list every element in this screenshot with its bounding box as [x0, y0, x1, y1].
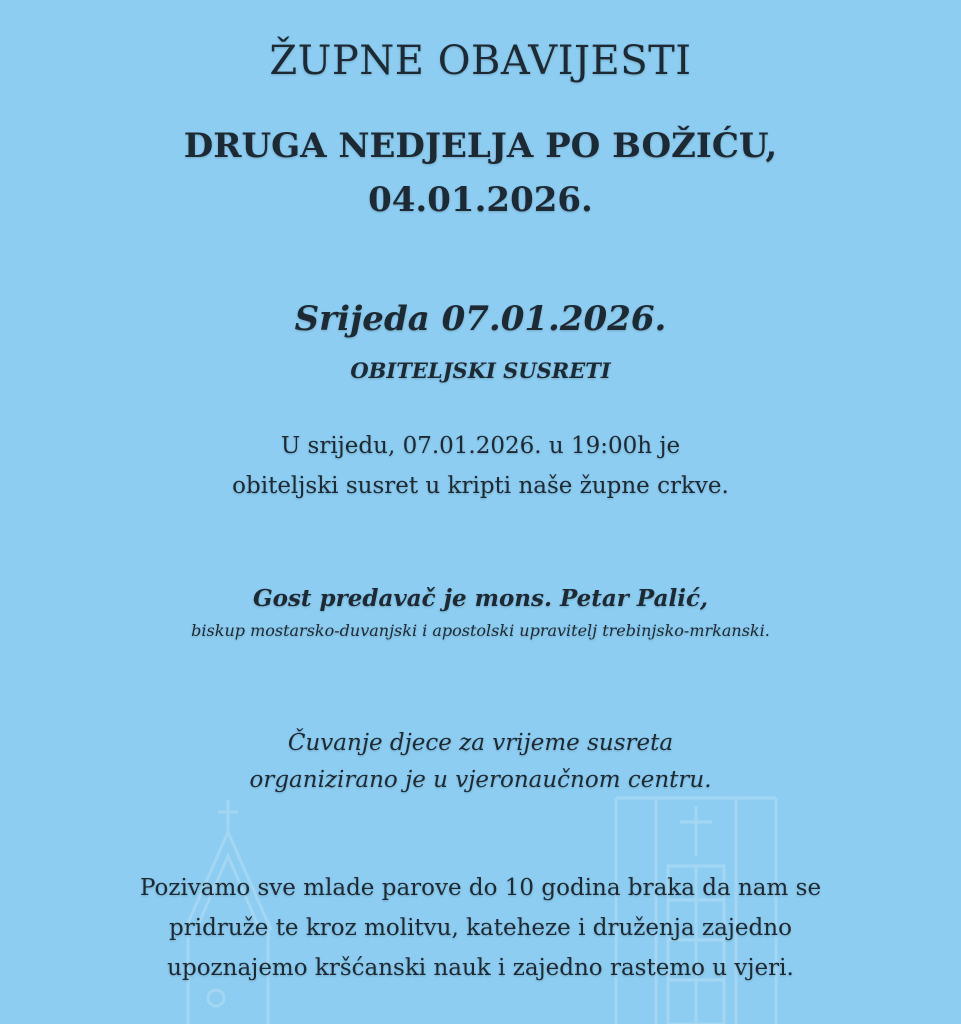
- invitation-line-2: pridruže te kroz molitvu, kateheze i druženja zajedno: [169, 915, 792, 941]
- church-outline-icon: [185, 800, 271, 1024]
- guest-speaker: Gost predavač je mons. Petar Palić,: [252, 585, 708, 612]
- event-name: OBITELJSKI SUSRETI: [350, 358, 611, 383]
- invitation-line-3: upoznajemo kršćanski nauk i zajedno rastemo u vjeri.: [167, 955, 794, 981]
- event-day-heading: Srijeda 07.01.2026.: [294, 299, 667, 339]
- childcare-line-1: Čuvanje djece za vrijeme susreta: [287, 730, 674, 756]
- subtitle-date: 04.01.2026.: [368, 180, 593, 220]
- invitation-line-1: Pozivamo sve mlade parove do 10 godina braka da nam se: [139, 875, 822, 901]
- event-description-line-1: U srijedu, 07.01.2026. u 19:00h je: [280, 433, 681, 459]
- guest-speaker-title: biskup mostarsko-duvanjski i apostolski upravitelj trebinjsko-mrkanski.: [191, 621, 770, 640]
- subtitle-line-1: DRUGA NEDJELJA PO BOŽIĆU,: [183, 126, 778, 166]
- page-title: ŽUPNE OBAVIJESTI: [269, 38, 692, 84]
- childcare-line-2: organizirano je u vjeronaučnom centru.: [249, 767, 712, 793]
- event-description-line-2: obiteljski susret u kripti naše župne crkve.: [232, 473, 729, 499]
- church-facade-cross-icon: [616, 798, 776, 1024]
